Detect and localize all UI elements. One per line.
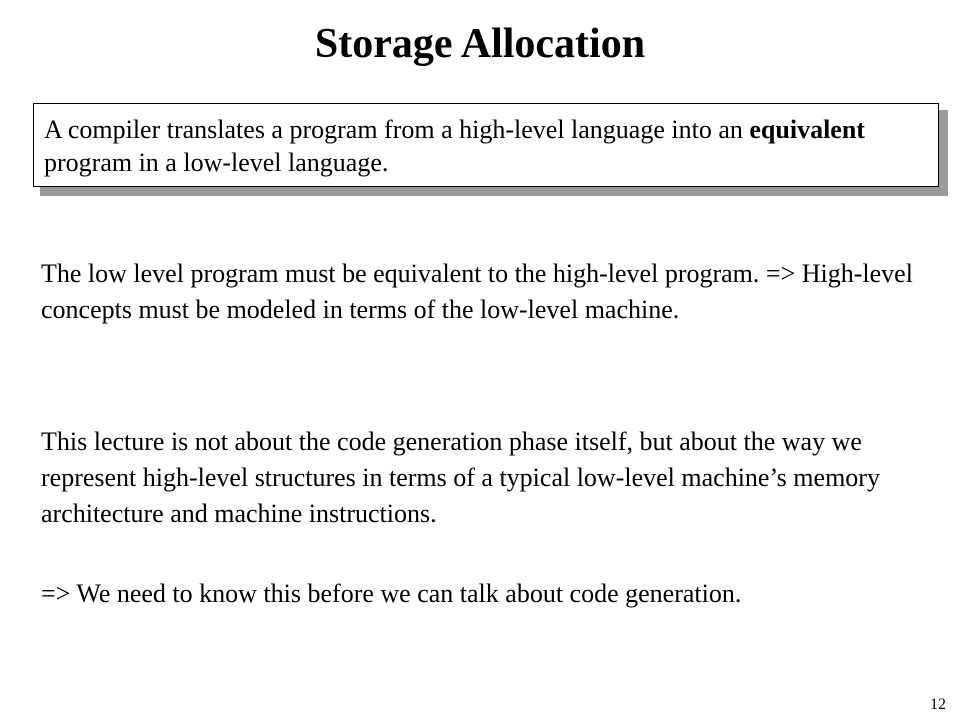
callout-bold-word: equivalent <box>749 115 865 144</box>
page-number: 12 <box>930 696 946 713</box>
callout-text <box>44 113 934 179</box>
callout-text-start: A compiler translates a program from a high-level language into an <box>44 115 750 144</box>
callout-text-end: program in a low-level language. <box>44 148 389 177</box>
paragraph-lecture-scope: This lecture is not about the code generation phase itself, but about the way we represent high-level structures in terms of a typical low-level machine’s memory architecture and machine instructions. <box>41 427 880 528</box>
paragraph-equivalence: The low level program must be equivalent to the high-level program. => High-level concepts must be modeled in terms of the low-level machine. <box>41 259 913 324</box>
slide-title: Storage Allocation <box>314 21 646 67</box>
paragraph-conclusion: => We need to know this before we can talk about code generation. <box>41 579 742 608</box>
